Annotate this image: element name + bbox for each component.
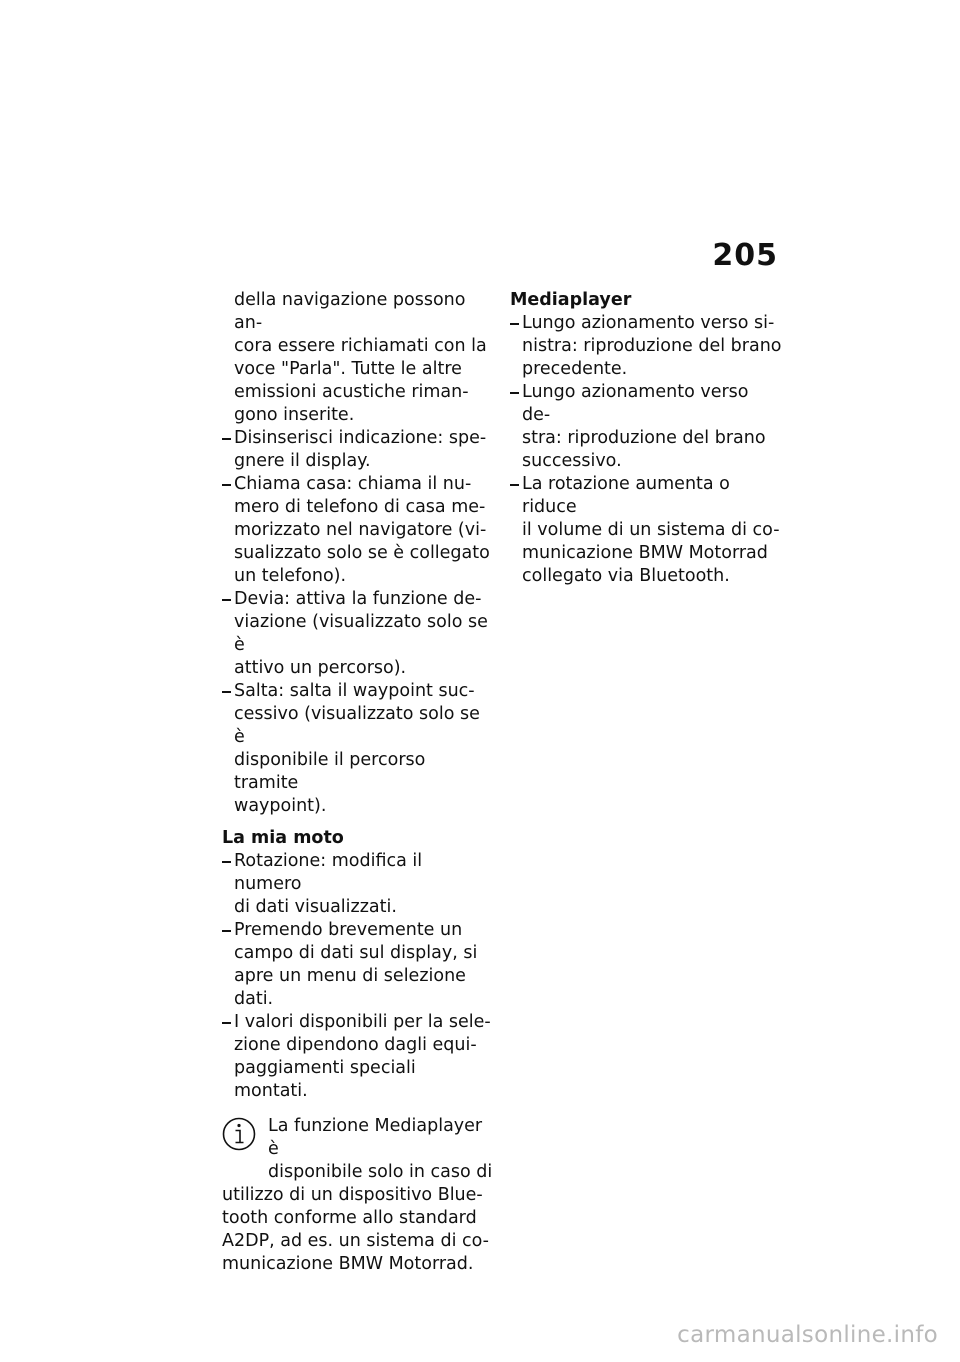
text-line: cora essere richiamati con la: [234, 336, 487, 356]
text-line: utilizzo di un dispositivo Blue-: [222, 1185, 483, 1205]
text-line: morizzato nel navigatore (vi-: [234, 520, 487, 540]
list-item: [222, 473, 494, 588]
text-line: emissioni acustiche riman-: [234, 382, 469, 402]
text-line: disponibile il percorso tramite: [234, 750, 426, 793]
text-line: A2DP, ad es. un sistema di co-: [222, 1231, 489, 1251]
text-line: La funzione Mediaplayer è: [268, 1116, 483, 1159]
intro-paragraph: [222, 289, 494, 427]
list-item: [222, 680, 494, 818]
text-line: attivo un percorso).: [234, 658, 407, 678]
section-heading: La mia moto: [222, 828, 344, 848]
text-line: paggiamenti speciali montati.: [234, 1058, 416, 1101]
text-line: un telefono).: [234, 566, 347, 586]
left-column: [222, 289, 494, 1276]
text-line: dati.: [234, 989, 274, 1009]
text-line: Salta: salta il waypoint suc-: [234, 681, 475, 701]
text-line: successivo.: [522, 451, 622, 471]
list-item: [222, 850, 494, 919]
info-note: [222, 1115, 494, 1276]
navigation-list: [222, 427, 494, 818]
text-line: apre un menu di selezione: [234, 966, 466, 986]
text-line: gnere il display.: [234, 451, 371, 471]
list-item: [222, 1011, 494, 1103]
text-line: cessivo (visualizzato solo se è: [234, 704, 480, 747]
text-line: Premendo brevemente un: [234, 920, 463, 940]
mediaplayer-list: [510, 312, 782, 588]
text-line: tooth conforme allo standard: [222, 1208, 477, 1228]
section-heading: Mediaplayer: [510, 290, 632, 310]
text-line: municazione BMW Motorrad: [522, 543, 768, 563]
text-line: stra: riproduzione del brano: [522, 428, 766, 448]
text-line: mero di telefono di casa me-: [234, 497, 486, 517]
list-item: [222, 588, 494, 680]
list-item: [510, 381, 782, 473]
text-line: Chiama casa: chiama il nu-: [234, 474, 472, 494]
text-line: La rotazione aumenta o riduce: [522, 474, 730, 517]
moto-list: [222, 850, 494, 1103]
text-line: Lungo azionamento verso si-: [522, 313, 775, 333]
text-line: disponibile solo in caso di: [268, 1162, 493, 1182]
list-item: [510, 312, 782, 381]
watermark: carmanualsonline.info: [677, 1322, 938, 1348]
list-item: [222, 427, 494, 473]
text-line: voce "Parla". Tutte le altre: [234, 359, 462, 379]
text-line: gono inserite.: [234, 405, 355, 425]
text-line: sualizzato solo se è collegato: [234, 543, 490, 563]
text-line: di dati visualizzati.: [234, 897, 397, 917]
info-icon: [222, 1117, 256, 1151]
text-line: Disinserisci indicazione: spe-: [234, 428, 487, 448]
text-line: municazione BMW Motorrad.: [222, 1254, 474, 1274]
text-line: il volume di un sistema di co-: [522, 520, 780, 540]
text-line: waypoint).: [234, 796, 327, 816]
page-number: 205: [712, 238, 778, 273]
text-line: collegato via Bluetooth.: [522, 566, 730, 586]
right-column: [510, 289, 782, 588]
list-item: [510, 473, 782, 588]
text-line: precedente.: [522, 359, 628, 379]
text-line: Rotazione: modifica il numero: [234, 851, 423, 894]
text-line: nistra: riproduzione del brano: [522, 336, 782, 356]
text-line: campo di dati sul display, si: [234, 943, 478, 963]
text-line: zione dipendono dagli equi-: [234, 1035, 477, 1055]
text-line: I valori disponibili per la sele-: [234, 1012, 491, 1032]
text-line: Devia: attiva la funzione de-: [234, 589, 482, 609]
text-line: Lungo azionamento verso de-: [522, 382, 749, 425]
text-line: viazione (visualizzato solo se è: [234, 612, 488, 655]
text-line: della navigazione possono an-: [234, 290, 466, 333]
list-item: [222, 919, 494, 1011]
